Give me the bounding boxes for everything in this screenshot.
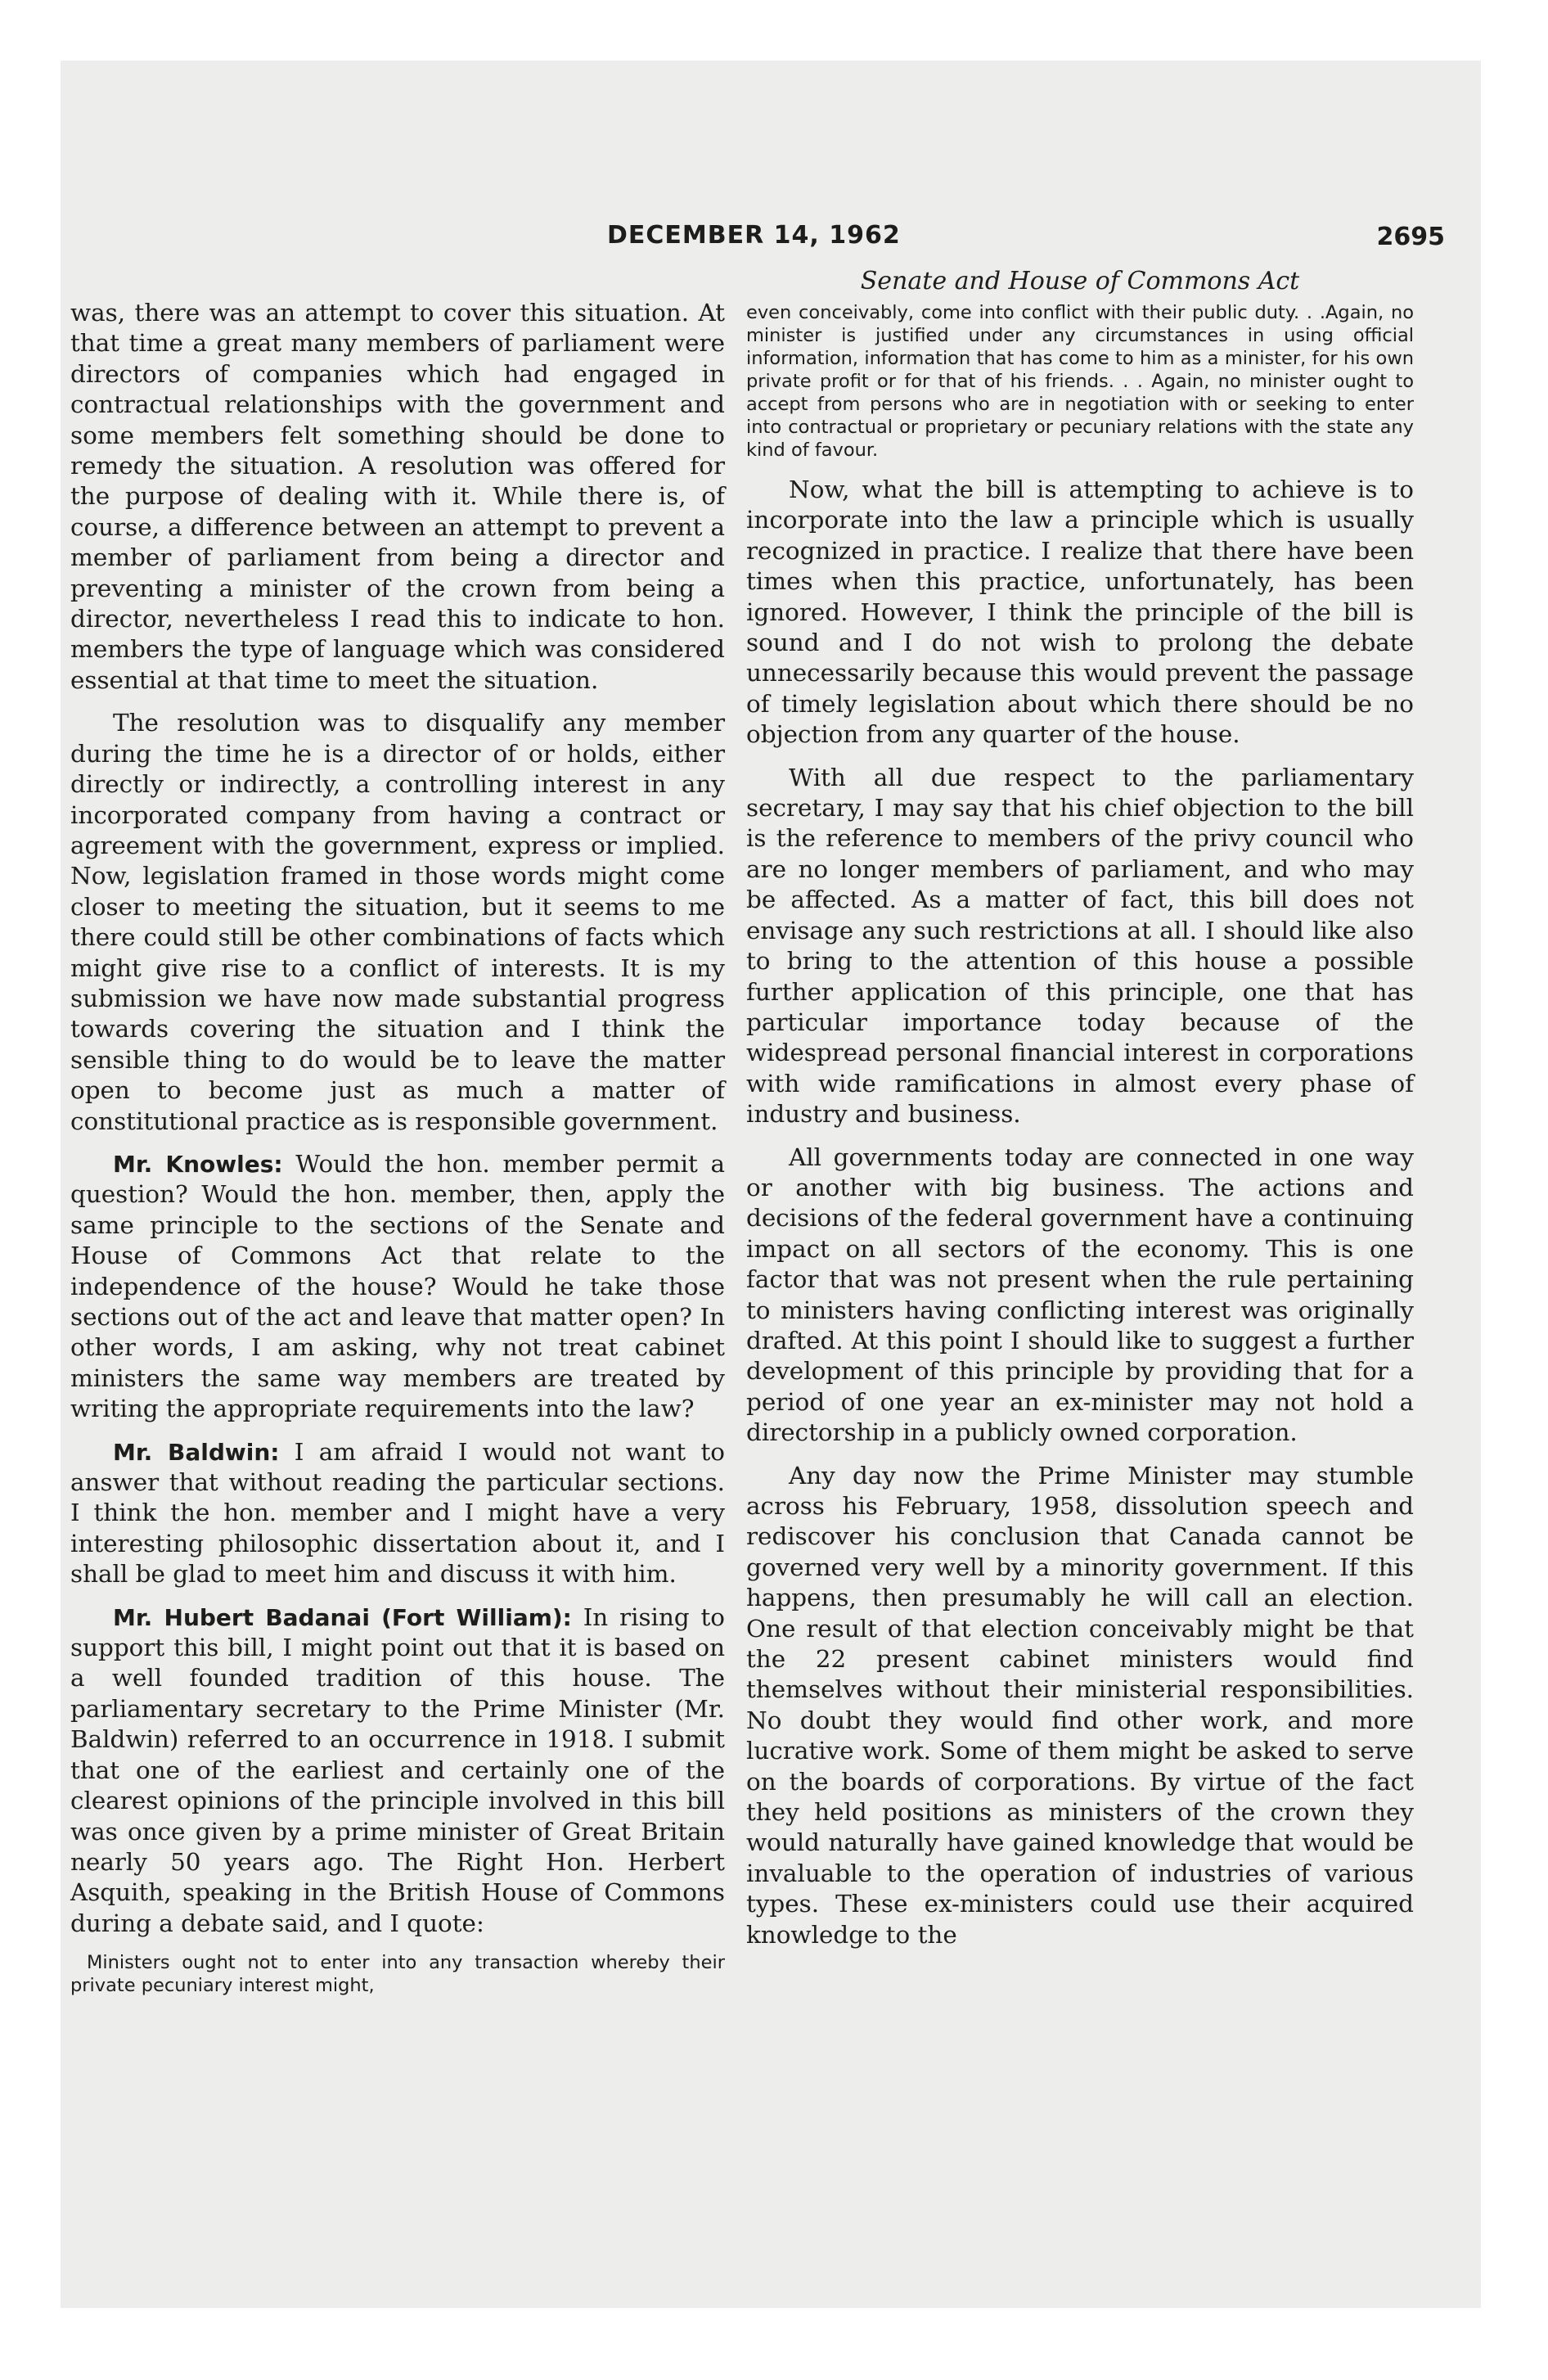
speaker-name: Mr. Knowles: [113,1150,283,1178]
speech-text: I am afraid I would not want to answer that without reading the particular sections. I think the hon. member and I might have a very interesting philosophic dissertation about it, and I shall be glad to meet him and discuss it with him. [70,1437,725,1589]
paragraph: With all due respect to the parliamentary secretary, I may say that his chief objection to the bill is the reference to members of the privy council who are no longer members of parliament, and who may be affected. As a matter of fact, this bill does not envisage any such restrictions at all. I should like also to bring to the attention of this house a possible further application of this principle, one that has particular importance today because of the widespread personal financial interest in corporations with wide ramifications in almost every phase of industry and business. [746,763,1414,1129]
paragraph: All governments today are connected in one way or another with big business. The actions and decisions of the federal government have a continuing impact on all sectors of the economy. This is one factor that was not present when the rule pertaining to ministers having conflicting interest was originally drafted. At this point I should like to suggest a further development of this principle by providing that for a period of one year an ex-minister may not hold a directorship in a publicly owned corporation. [746,1143,1414,1447]
left-column [70,298,725,2010]
paragraph: was, there was an attempt to cover this situation. At that time a great many members of parliament were directors of companies which had engaged in contractual relationships with the government and some members felt something should be done to remedy the situation. A resolution was offered for the purpose of dealing with it. While there is, of course, a difference between an attempt to prevent a member of parliament from being a director and preventing a minister of the crown from being a director, nevertheless I read this to indicate to hon. members the type of language which was considered essential at that time to meet the situation. [70,299,725,694]
hansard-page [61,61,1481,2308]
page-date: DECEMBER 14, 1962 [607,221,901,250]
block-quote: even conceivably, come into conflict with their public duty. . .Again, no minister is justified under any circumstances in using official information, information that has come to him as a minister, for his own private profit or for that of his friends. . . Again, no minister ought to accept from persons who are in negotiation with or seeking to enter into contractual or proprietary or pecuniary relations with the state any kind of favour. [746,302,1414,461]
speaker-name: Mr. Baldwin: [113,1438,280,1466]
paragraph: Now, what the bill is attempting to achieve is to incorporate into the law a principle which is usually recognized in practice. I realize that there have been times when this practice, unfortunately, has been ignored. However, I think the principle of the bill is sound and I do not wish to prolong the debate unnecessarily because this would prevent the passage of timely legislation about which there should be no objection from any quarter of the house. [746,476,1414,749]
speech-paragraph [70,1149,725,1425]
speech-text: Would the hon. member permit a question? Would the hon. member, then, apply the same principle to the sections of the Senate and House of Commons Act that relate to the independence of the house? Would he take those sections out of the act and leave that matter open? In other words, I am asking, why not treat cabinet ministers the same way members are treated by writing the appropriate requirements into the law? [70,1149,725,1423]
paragraph: Any day now the Prime Minister may stumble across his February, 1958, dissolution speech and rediscover his conclusion that Canada cannot be governed very well by a minority government. If this happens, then presumably he will call an election. One result of that election conceivably might be that the 22 present cabinet ministers would find themselves without their ministerial responsibilities. No doubt they would find other work, and more lucrative work. Some of them might be asked to serve on the boards of corporations. By virtue of the fact they held positions as ministers of the crown they would naturally have gained knowledge that would be invaluable to the operation of industries of various types. These ex-ministers could use their acquired knowledge to the [746,1461,1414,1949]
speech-text: In rising to support this bill, I might point out that it is based on a well founded tradition of this house. The parliamentary secretary to the Prime Minister (Mr. Baldwin) referred to an occurrence in 1918. I submit that one of the earliest and certainly one of the clearest opinions of the principle involved in this bill was once given by a prime minister of Great Britain nearly 50 years ago. The Right Hon. Herbert Asquith, speaking in the British House of Commons during a debate said, and I quote: [70,1602,726,1937]
paragraph: The resolution was to disqualify any member during the time he is a director of or holds, either directly or indirectly, a controlling interest in any incorporated company from having a contract or agreement with the government, express or implied. Now, legislation framed in those words might come closer to meeting the situation, but it seems to me there could still be other combinations of facts which might give rise to a conflict of interests. It is my submission we have now made substantial progress towards covering the situation and I think the sensible thing to do would be to leave the matter open to become just as much a matter of constitutional practice as is responsible government. [70,709,725,1135]
page-number: 2695 [1376,223,1445,251]
speech-paragraph [70,1437,725,1590]
speaker-name: Mr. Hubert Badanai (Fort William): [113,1603,572,1631]
right-column [746,267,1414,1963]
speech-paragraph [70,1602,725,1939]
block-quote: Ministers ought not to enter into any transaction whereby their private pecuniary interest might, [70,1952,725,1997]
running-title: Senate and House of Commons Act [860,267,1300,295]
page-header [61,221,1481,254]
